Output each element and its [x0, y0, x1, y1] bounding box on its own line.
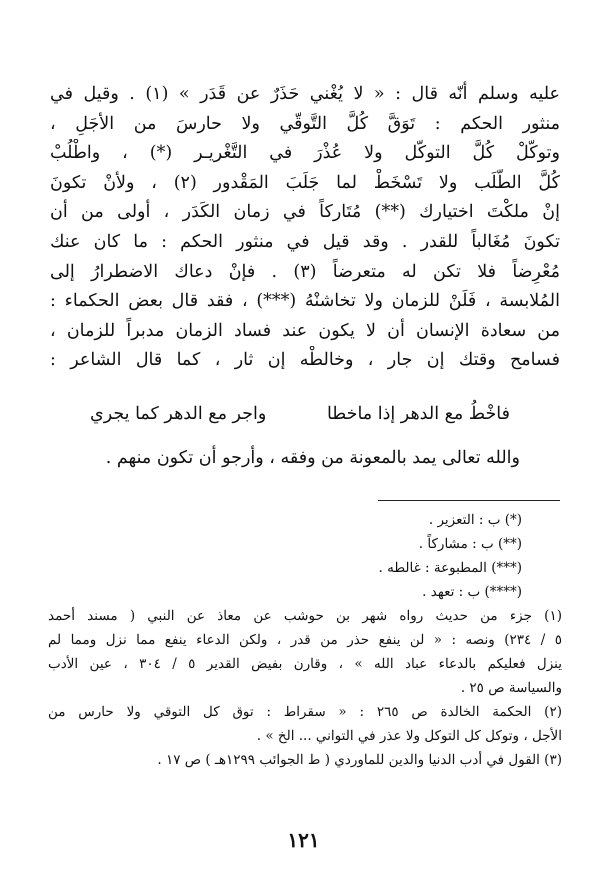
footnotes [48, 508, 562, 772]
page-number: ١٢١ [287, 828, 320, 852]
footnote: (*) ب : التعزير . [428, 512, 522, 528]
text-line: فسامح وقتك إن جار ، وخالطْه إن ثار ، كما قال الشاعر : [50, 350, 560, 371]
text-line: المُلابسة ، فَلَنْ للزمان ولا تخاشنْهُ (***) ، فقد قال بعض الحكماء : [50, 291, 560, 312]
footnote: (٢) الحكمة الخالدة ص ٢٦٥ : « سقراط : توق كل التوقي ولا حارس من [48, 704, 562, 720]
footnote: (**) ب : مشاركاً . [418, 536, 522, 552]
footnote: (١) جزء من حديث رواه شهر بن حوشب عن معاذ عن النبي ( مسند أحمد [48, 608, 562, 624]
text-line: كُلَّ الطّلَب ولا تَسْخَطْ لما جَلَبَ المَقْدور (٢) ، ولأنْ تكونَ [50, 172, 560, 193]
footnote: ٥ / ٢٣٤) ونصه : « لن ينفع حذر من قدر ، ولكن الدعاء ينفع مما نزل ومما لم [48, 632, 562, 648]
poem-verse [90, 404, 510, 436]
text-line: وتوكّلْ كُلَّ التوكّل ولا عُذْرَ في التَّغْريـر (*) ، واطْلُبْ [50, 143, 560, 164]
footnote: (٣) القول في أدب الدنيا والدين للماوردي ( ط الجوائب ١٢٩٩هـ ) ص ١٧ . [157, 752, 562, 768]
main-text [50, 80, 560, 376]
footnote: (****) ب : تعهد . [422, 584, 522, 600]
text-line: من سعادة الإنسان أن لا يكون عند فساد الزمان مدبراً للزمان ، [50, 320, 560, 341]
footnote: الأجل ، وتوكل كل التوكل ولا عذر في التواني ... الخ » . [256, 728, 562, 744]
verse-first-hemistich: فاخْطُ مع الدهر إذا ماخطا [326, 404, 510, 424]
footnote: والسياسة ص ٢٥ . [460, 680, 562, 696]
footnote: ينزل فعليكم بالدعاء عباد الله » ، وقارن بفيض القدير ٥ / ٣٠٤ ، عين الأدب [48, 656, 562, 672]
verse-second-hemistich: واجر مع الدهر كما يجري [90, 404, 267, 424]
text-line: مُعْرِضاً فلا تكن له متعرضاً (٣) . فإنْ دعاك الاضطرارُ إلى [50, 261, 560, 282]
text-line: منثور الحكم : تَوَقَّ كُلَّ التَّوقّي ولا حارسَ من الأجَلِ ، [50, 113, 560, 134]
footnote-separator [378, 500, 560, 501]
text-line: تكونَ مُغَالباً للقدر . وقد قيل في منثور الحكم : ما كان عنك [50, 231, 560, 252]
text-line: عليه وسلم أنّه قال : « لا يُغْني حَذَرٌ عن قَدَر » (١) . وقيل في [50, 84, 560, 104]
footnote: (***) المطبوعة : غالطه . [378, 560, 522, 576]
text-line: إنْ ملكْتَ اختيارك (**) مُتَاركاً في زمان الكَدَر ، أولى من أن [50, 202, 560, 223]
closing-line: والله تعالى يمد بالمعونة من وفقه ، وأرجو أن تكون منهم . [105, 448, 520, 468]
